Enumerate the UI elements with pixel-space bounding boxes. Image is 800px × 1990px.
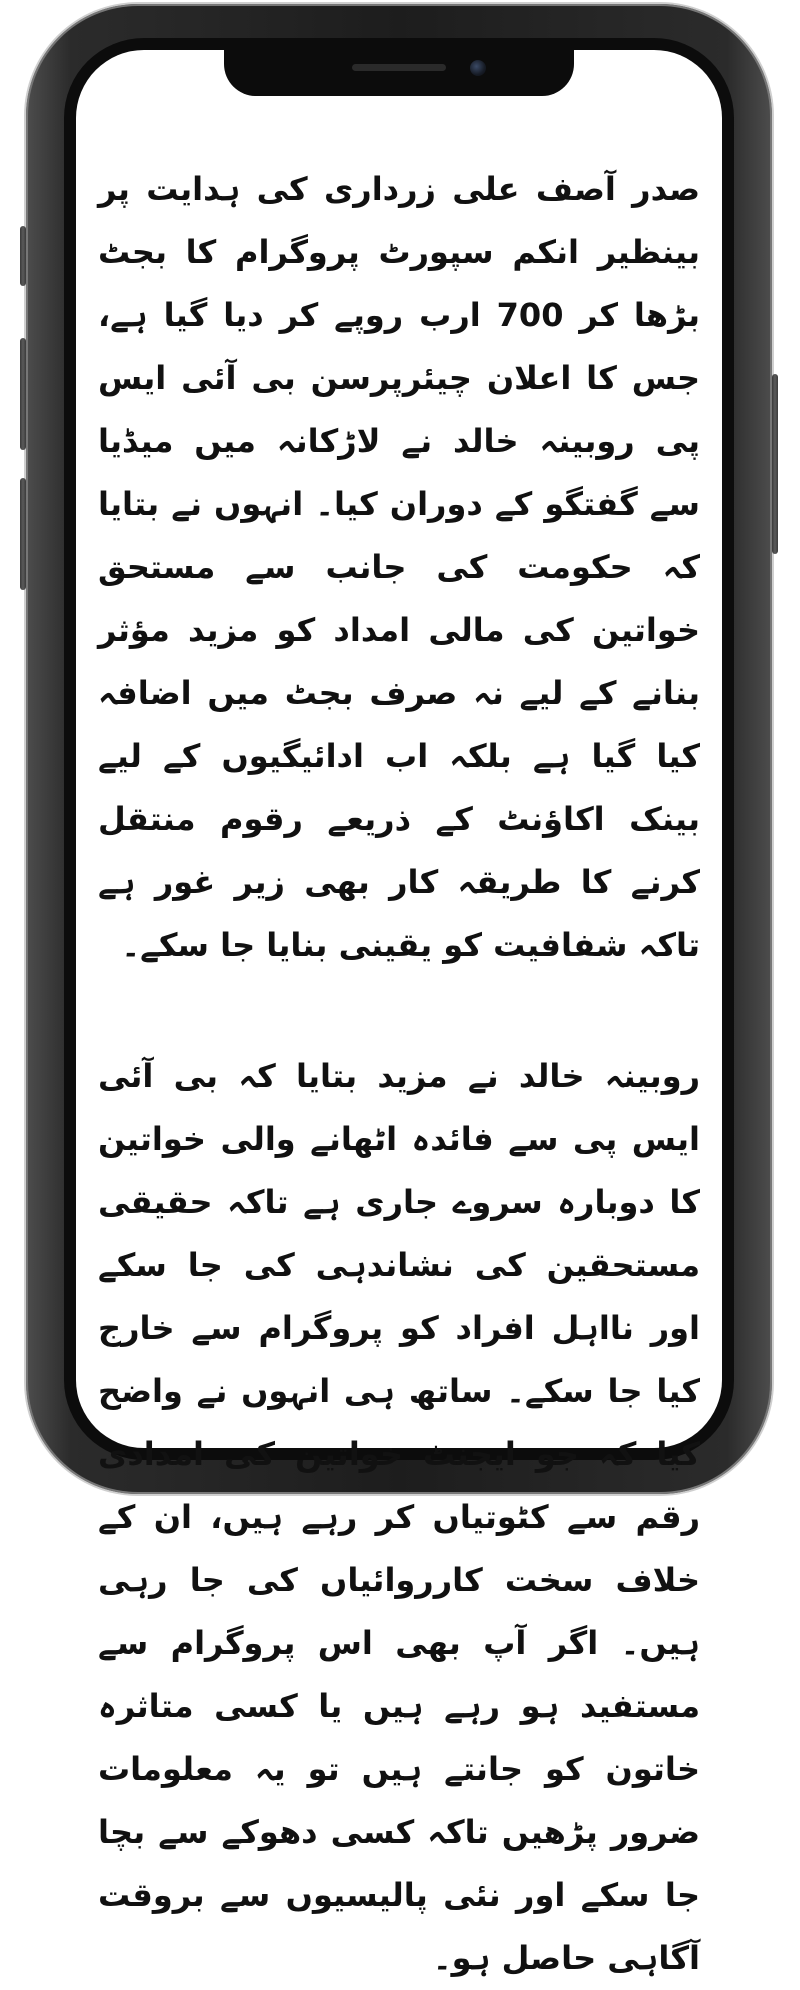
article-paragraph-1: صدر آصف علی زرداری کی ہدایت پر بینظیر انکم سپورٹ پروگرام کا بجٹ بڑھا کر 700 ارب روپے کر دیا گیا ہے، جس کا اعلان چیئرپرسن بی آئی ایس پی روبینہ خالد نے لاڑکانہ میں میڈیا سے گفتگو کے دوران کیا۔ انہوں نے بتایا کہ حکومت کی جانب سے مستحق خواتین کی مالی امداد کو مزید مؤثر بنانے کے لیے نہ صرف بجٹ میں اضافہ کیا گیا ہے بلکہ اب ادائیگیوں کے لیے بینک اکاؤنٹ کے ذریعے رقوم منتقل کرنے کا طریقہ کار بھی زیر غور ہے تاکہ شفافیت کو یقینی بنایا جا سکے۔ xyxy=(98,170,700,964)
notch xyxy=(224,50,574,96)
article-paragraph-2: روبینہ خالد نے مزید بتایا کہ بی آئی ایس پی سے فائدہ اٹھانے والی خواتین کا دوبارہ سروے جاری ہے تاکہ حقیقی مستحقین کی نشاندہی کی جا سکے اور نااہل افراد کو پروگرام سے خارج کیا جا سکے۔ ساتھ ہی انہوں نے واضح کیا کہ جو ایجنٹ خواتین کی امدادی رقم سے کٹوتیاں کر رہے ہیں، ان کے خلاف سخت کارروائیاں کی جا رہی ہیں۔ اگر آپ بھی اس پروگرام سے مستفید ہو رہے ہیں یا کسی متاثرہ خاتون کو جانتے ہیں تو یہ معلومات ضرور پڑھیں تاکہ کسی دھوکے سے بچا جا سکے اور نئی پالیسیوں سے بروقت آگاہی حاصل ہو۔ xyxy=(98,1057,700,1977)
front-camera-icon xyxy=(470,60,486,76)
phone-frame xyxy=(26,4,772,1977)
volume-up-button xyxy=(20,338,26,450)
power-button xyxy=(772,374,778,554)
volume-down-button xyxy=(20,478,26,590)
phone-bezel xyxy=(64,38,734,1977)
mute-switch xyxy=(20,226,26,286)
article-body xyxy=(98,158,700,1990)
phone-screen xyxy=(76,50,722,1977)
speaker-grille xyxy=(352,64,446,71)
